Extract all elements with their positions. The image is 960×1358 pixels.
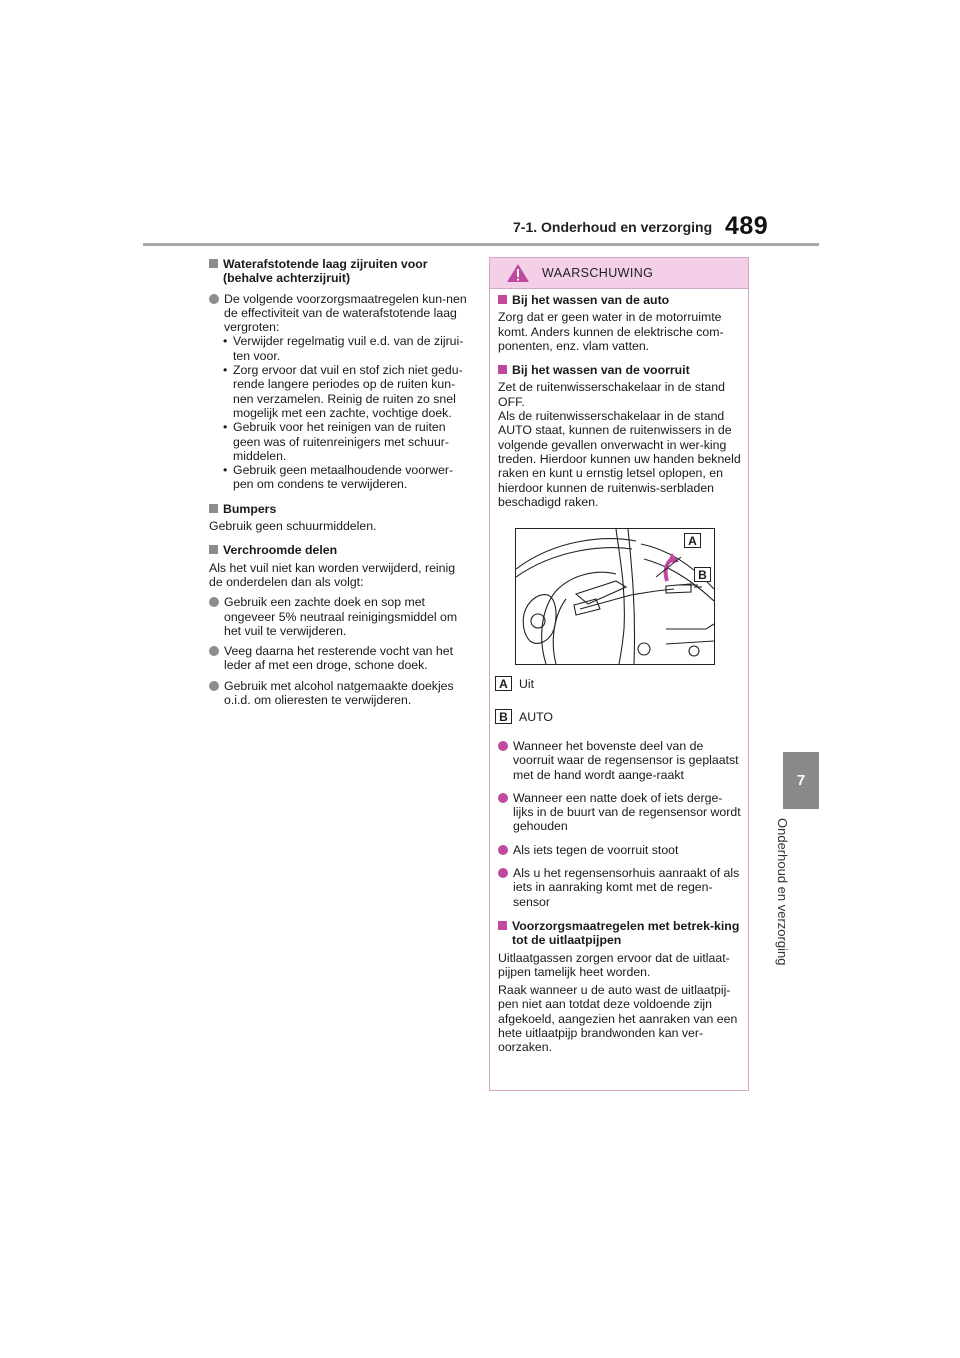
circle-bullet-icon — [209, 681, 219, 691]
paragraph: Als de ruitenwisserschakelaar in de stand AUTO staat, kunnen de ruitenwissers in de volgende gevallen onverwacht in wer-king treden. Hierdoor kunnen uw handen bekneld raken en kunt u ernstig letsel oplopen, en hierdoor kunnen de ruitenwis-serbladen beschadigd raken. — [498, 409, 741, 509]
chapter-tab: 7 — [783, 752, 819, 809]
section-heading: Voorzorgsmaatregelen met betrek-king tot de uitlaatpijpen — [498, 919, 742, 948]
list-item: • Gebruik geen metaalhoudende voorwer-pen om condens te verwijderen. — [223, 463, 454, 492]
page-number: 489 — [725, 212, 769, 240]
section-heading: Bij het wassen van de auto — [498, 293, 742, 307]
paragraph: Uitlaatgassen zorgen ervoor dat de uitlaat-pijpen tamelijk heet worden. — [498, 950, 730, 979]
circle-bullet-icon — [498, 741, 508, 751]
warning-body — [498, 293, 742, 509]
warning-body-lower — [498, 739, 742, 1055]
paragraph: Zet de ruitenwisserschakelaar in de stand OFF. — [498, 380, 725, 409]
circle-bullet-icon — [209, 646, 219, 656]
paragraph: Gebruik geen schuurmiddelen. — [209, 519, 377, 534]
legend-b — [495, 709, 553, 724]
list-item: • Zorg ervoor dat vuil en stof zich niet gedu-rende langere periodes op de ruiten kun-nen verzamelen. Reinig de ruiten zo snel mogelijk met een zachte, vochtige doek. — [223, 363, 463, 420]
square-bullet-icon — [209, 259, 218, 268]
square-bullet-icon — [498, 295, 507, 304]
paragraph: Als het vuil niet kan worden verwijderd, reinig de onderdelen dan als volgt: — [209, 560, 456, 589]
section-heading: Verchroomde delen — [209, 543, 471, 557]
wiper-switch-illustration — [515, 528, 715, 665]
list-item: • Gebruik voor het reinigen van de ruiten geen was of ruitenreinigers met schuur-middelen. — [223, 420, 449, 463]
list-item: Gebruik met alcohol natgemaakte doekjes o.i.d. om olieresten te verwijderen. — [209, 679, 471, 708]
legend-b-label: B — [495, 709, 512, 724]
header-divider — [143, 243, 819, 246]
warning-box — [489, 257, 749, 1091]
legend-b-text: AUTO — [519, 709, 553, 724]
section-heading: Bij het wassen van de voorruit — [498, 363, 742, 377]
callout-a: A — [684, 533, 701, 548]
circle-bullet-icon — [498, 868, 508, 878]
list-item: Als u het regensensorhuis aanraakt of als iets in aanraking komt met de regen-sensor — [498, 866, 742, 909]
legend-a-label: A — [495, 676, 512, 691]
warning-title: WAARSCHUWING — [542, 266, 654, 280]
list-item: Wanneer het bovenste deel van de voorruit waar de regensensor is geplaatst met de hand wordt aange-raakt — [498, 739, 742, 782]
list-item: De volgende voorzorgsmaatregelen kun-nen de effectiviteit van de waterafstotende laag vergroten: — [209, 292, 471, 335]
list-item: Als iets tegen de voorruit stoot — [498, 843, 742, 857]
warning-triangle-icon — [506, 263, 530, 283]
section-heading: Bumpers — [209, 502, 471, 516]
square-bullet-icon — [209, 545, 218, 554]
list-item: Gebruik een zachte doek en sop met ongeveer 5% neutraal reinigingsmiddel om het vuil te verwijderen. — [209, 595, 471, 638]
circle-bullet-icon — [209, 597, 219, 607]
callout-b: B — [694, 567, 711, 582]
legend-a-text: Uit — [519, 676, 535, 691]
paragraph: Zorg dat er geen water in de motorruimte komt. Anders kunnen de elektrische com-ponenten, enz. vlam vatten. — [498, 310, 724, 353]
chapter-label: Onderhoud en verzorging — [775, 818, 790, 966]
paragraph: Raak wanneer u de auto wast de uitlaatpij-pen niet aan totdat deze voldoende zijn afgekoeld, aangezien het aanraken van een hete uitlaatpijp brandwonden kan ver-oorzaken. — [498, 983, 738, 1055]
list-item: Veeg daarna het resterende vocht van het leder af met een droge, schone doek. — [209, 644, 471, 673]
chapter-label-container — [775, 818, 816, 983]
list-item: Wanneer een natte doek of iets derge-lijks in de buurt van de regensensor wordt gehouden — [498, 791, 742, 834]
section-heading: Waterafstotende laag zijruiten voor (behalve achterzijruit) — [209, 257, 471, 286]
square-bullet-icon — [498, 921, 507, 930]
circle-bullet-icon — [498, 845, 508, 855]
square-bullet-icon — [498, 365, 507, 374]
left-column — [209, 257, 471, 707]
section-title: 7-1. Onderhoud en verzorging — [513, 219, 713, 235]
steering-wheel-lever-drawing — [516, 529, 714, 664]
circle-bullet-icon — [498, 793, 508, 803]
list-item: • Verwijder regelmatig vuil e.d. van de zijrui-ten voor. — [223, 334, 464, 363]
legend-a — [495, 676, 534, 691]
circle-bullet-icon — [209, 294, 219, 304]
warning-header — [490, 258, 748, 289]
square-bullet-icon — [209, 504, 218, 513]
